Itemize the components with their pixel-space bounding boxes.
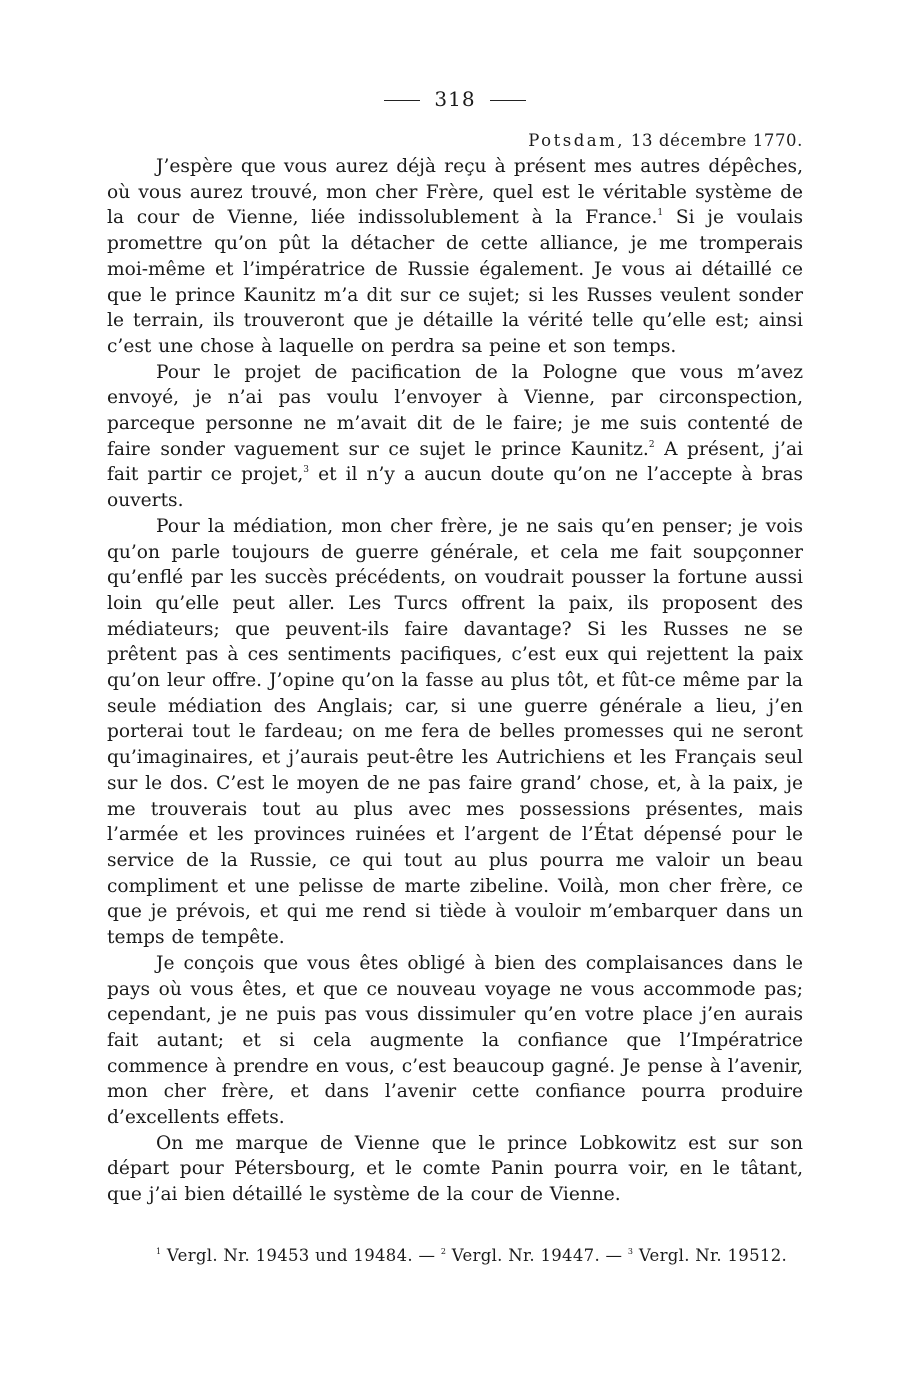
letter-body [107, 154, 803, 1208]
page-number: 318 [434, 87, 476, 111]
paragraph-text: J’espère que vous aurez déjà reçu à présent mes autres dépêches, où vous aurez trouvé, mon cher Frère, quel est le véritable système de la cour de Vienne, liée indissolublement à la France. [107, 156, 803, 229]
footnote-ref: 2 [648, 439, 655, 450]
footnote-text: Vergl. Nr. 19512. [633, 1245, 788, 1265]
paragraph-text: Si je voulais promettre qu’on pût la détacher de cette alliance, je me tromperais moi-même et l’impératrice de Russie également. Je vous ai détaillé ce que le prince Kaunitz m’a dit sur ce sujet; si les Russes veulent sonder le terrain, ils trouveront que je détaille la vérité telle qu’elle est; ainsi c’est une chose à laquelle on perdra sa peine et son temps. [107, 207, 803, 357]
paragraph-text: Pour la médiation, mon cher frère, je ne sais qu’en penser; je vois qu’on parle toujours de guerre générale, et cela me fait soupçonner qu’enflé par les succès précédents, on voudrait pousser la fortune aussi loin qu’elle peut aller. Les Turcs offrent la paix, ils proposent des médiateurs; que peuvent-ils faire davantage? Si les Russes ne se prêtent pas à ces sentiments pacifiques, c’est eux qui rejettent la paix qu’on leur offre. J’opine qu’on la fasse au plus tôt, et fût-ce même par la seule médiation des Anglais; car, si une guerre générale a lieu, j’en porterai tout le fardeau; on me fera de belles promesses qui ne seront qu’imaginaires, et j’aurais peut-être les Autrichiens et les Français seul sur le dos. C’est le moyen de ne pas faire grand’ chose, et, à la paix, je me trouverais tout au plus avec mes possessions présentes, mais l’armée et les provinces ruinées et l’argent de l’État dépensé pour le service de la Russie, ce qui tout au plus pourra me valoir un beau compliment et une pelisse de marte zibeline. Voilà, mon cher frère, ce que je prévois, et qui me rend si tiède à vouloir m’embarquer dans un temps de tempête. [107, 515, 803, 949]
footnote-ref: 3 [303, 465, 310, 476]
paragraph-text: Pour le projet de pacification de la Pologne que vous m’avez envoyé, je n’ai pas voulu l’envoyer à Vienne, par circonspection, parceque personne ne m’avait dit de le faire; je me suis contenté de faire sonder vaguement sur ce sujet le prince Kaunitz. [107, 361, 803, 460]
paragraph-5 [107, 1131, 803, 1208]
paragraph-text: On me marque de Vienne que le prince Lobkowitz est sur son départ pour Pétersbourg, et le comte Panin pourra voir, en le tâtant, que j’ai bien détaillé le système de la cour de Vienne. [107, 1132, 803, 1206]
footnote-mark: 1 [156, 1246, 162, 1256]
document-page [107, 84, 803, 1267]
paragraph-2 [107, 360, 803, 514]
paragraph-text: Je conçois que vous êtes obligé à bien des complaisances dans le pays où vous êtes, et que ce nouveau voyage ne vous accommode pas; cependant, je ne puis pas vous dissimuler qu’en votre place j’en aurais fait autant; et si cela augmente la confiance que l’Impératrice commence à prendre en vous, c’est beaucoup gagné. Je pense à l’avenir, mon cher frère, et dans l’avenir cette confiance pourra produire d’excellents effets. [107, 952, 803, 1129]
page-header [107, 84, 803, 114]
letter-dateline [107, 130, 803, 152]
paragraph-3 [107, 514, 803, 951]
footnote-ref: 1 [657, 208, 664, 219]
footnote-text: Vergl. Nr. 19447. — [446, 1245, 628, 1265]
footnote-mark: 3 [627, 1246, 634, 1256]
paragraph-4 [107, 951, 803, 1131]
paragraph-1 [107, 154, 803, 360]
header-dash-left [384, 100, 420, 101]
paragraph-text: A présent, j’ai fait partir ce projet, [107, 438, 803, 486]
footnote-mark: 2 [440, 1246, 447, 1256]
paragraph-text: et il n’y a aucun doute qu’on ne l’accepte à bras ouverts. [107, 464, 803, 512]
footnotes [107, 1244, 803, 1267]
header-dash-right [490, 100, 526, 101]
footnote-text: Vergl. Nr. 19453 und 19484. — [161, 1245, 441, 1265]
dateline-date: 13 décembre 1770. [630, 131, 803, 150]
dateline-place: Potsdam, [528, 131, 626, 150]
